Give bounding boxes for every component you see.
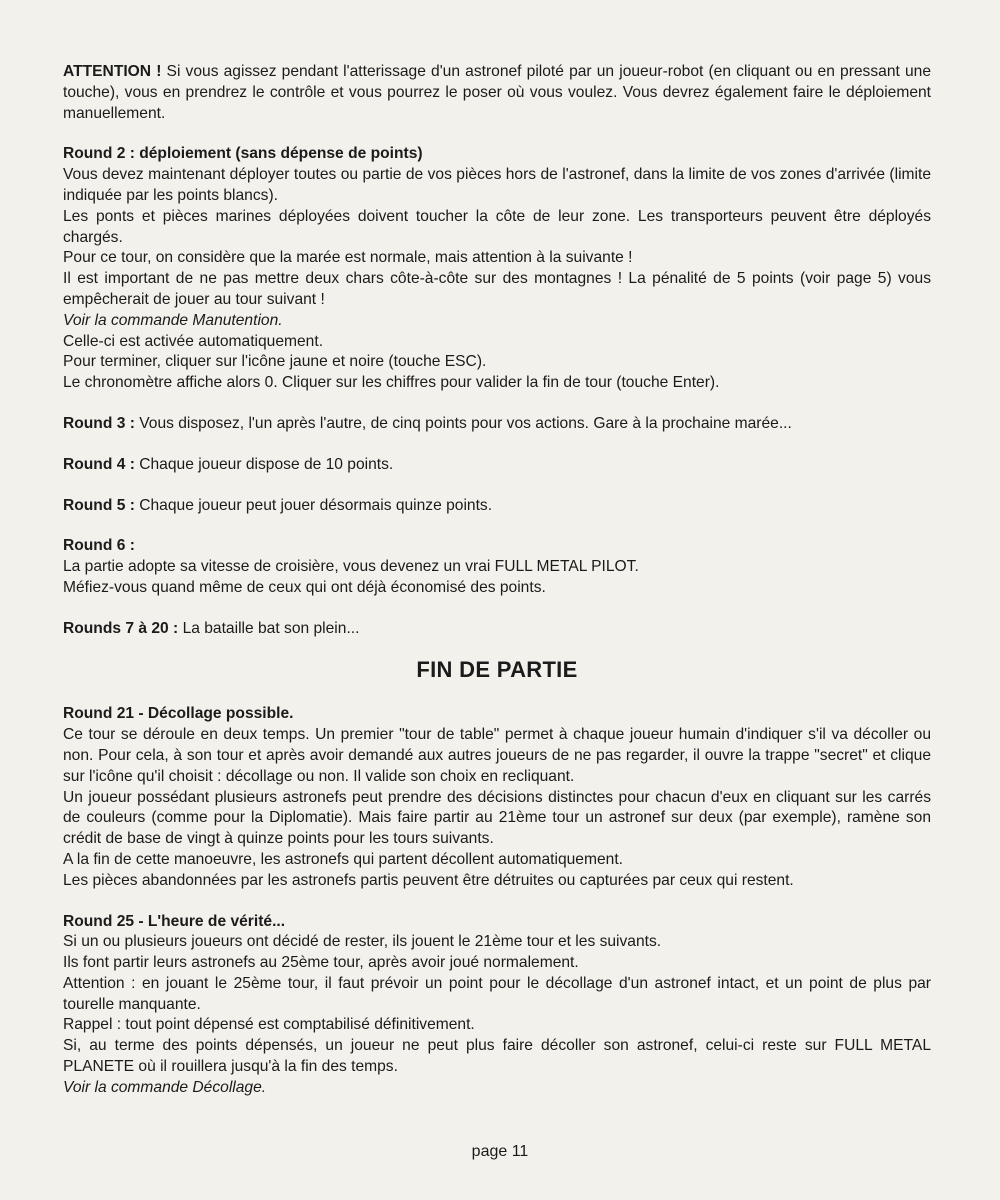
attention-text: Si vous agissez pendant l'atterissage d'un astronef piloté par un joueur-robot (en cliquant ou en pressant une touche), vous en prendrez le contrôle et vous pourrez le poser où vous voulez. Vous devrez également faire le déploiement manuellement. bbox=[63, 63, 931, 122]
round3-label: Round 3 : bbox=[63, 414, 135, 432]
round25-line: Si, au terme des points dépensés, un joueur ne peut plus faire décoller son astronef, celui-ci reste sur FULL METAL PLANETE où il rouillera jusqu'à la fin des temps. bbox=[63, 1037, 931, 1076]
round2-line: Le chronomètre affiche alors 0. Cliquer sur les chiffres pour valider la fin de tour (touche Enter). bbox=[63, 374, 720, 392]
rounds7-text: La bataille bat son plein... bbox=[178, 619, 360, 637]
round2-line: Celle-ci est activée automatiquement. bbox=[63, 332, 324, 350]
rounds7-label: Rounds 7 à 20 : bbox=[63, 619, 179, 637]
round2-title: Round 2 : déploiement (sans dépense de points) bbox=[63, 145, 423, 163]
attention-paragraph bbox=[63, 62, 931, 124]
round25-section bbox=[63, 912, 931, 1099]
round25-title: Round 25 - L'heure de vérité... bbox=[63, 912, 286, 930]
rounds7-paragraph bbox=[63, 619, 931, 640]
round21-line: Un joueur possédant plusieurs astronefs peut prendre des décisions distinctes pour chacun d'eux en cliquant sur les carrés de couleurs (comme pour la Diplomatie). Mais faire partir au 21ème tour un astronef sur deux (par exemple), ramène son crédit de base de vingt à quinze points pour les tours suivants. bbox=[63, 788, 931, 848]
round2-section bbox=[63, 144, 931, 394]
round25-line: Si un ou plusieurs joueurs ont décidé de rester, ils jouent le 21ème tour et les suivants. bbox=[63, 933, 662, 951]
round2-command-ref: Voir la commande Manutention. bbox=[63, 311, 283, 329]
round25-line: Attention : en jouant le 25ème tour, il faut prévoir un point pour le décollage d'un astronef intact, et un point de plus par tourelle manquante. bbox=[63, 974, 931, 1013]
round4-label: Round 4 : bbox=[63, 455, 135, 473]
round6-line: La partie adopte sa vitesse de croisière, vous devenez un vrai FULL METAL PILOT. bbox=[63, 558, 639, 576]
round25-line: Ils font partir leurs astronefs au 25ème tour, après avoir joué normalement. bbox=[63, 954, 579, 972]
document-page bbox=[63, 62, 931, 1119]
round5-paragraph bbox=[63, 496, 931, 517]
round25-line: Rappel : tout point dépensé est comptabilisé définitivement. bbox=[63, 1016, 475, 1034]
round4-paragraph bbox=[63, 455, 931, 476]
round6-label: Round 6 : bbox=[63, 537, 135, 555]
round6-section bbox=[63, 536, 931, 598]
round2-line: Les ponts et pièces marines déployées doivent toucher la côte de leur zone. Les transporteurs peuvent être déployés chargés. bbox=[63, 207, 931, 246]
round4-text: Chaque joueur dispose de 10 points. bbox=[134, 455, 394, 473]
round5-text: Chaque joueur peut jouer désormais quinze points. bbox=[134, 496, 493, 514]
round2-line: Pour ce tour, on considère que la marée est normale, mais attention à la suivante ! bbox=[63, 249, 633, 267]
page-number: page 11 bbox=[471, 1143, 529, 1160]
round5-label: Round 5 : bbox=[63, 496, 135, 514]
round3-paragraph bbox=[63, 414, 931, 435]
round2-line: Pour terminer, cliquer sur l'icône jaune et noire (touche ESC). bbox=[63, 353, 487, 371]
attention-label: ATTENTION ! bbox=[63, 63, 162, 80]
round6-line: Méfiez-vous quand même de ceux qui ont déjà économisé des points. bbox=[63, 578, 546, 596]
round21-section bbox=[63, 704, 931, 891]
round21-line: Les pièces abandonnées par les astronefs partis peuvent être détruites ou capturées par ceux qui restent. bbox=[63, 871, 794, 889]
round21-line: Ce tour se déroule en deux temps. Un premier "tour de table" permet à chaque joueur humain d'indiquer s'il va décoller ou non. Pour cela, à son tour et après avoir demandé aux autres joueurs de ne pas regarder, il ouvre la trappe "secret" et clique sur l'icône qu'il choisit : décollage ou non. Il valide son choix en recliquant. bbox=[63, 726, 931, 785]
round3-text: Vous disposez, l'un après l'autre, de cinq points pour vos actions. Gare à la prochaine marée... bbox=[134, 414, 792, 432]
round21-line: A la fin de cette manoeuvre, les astronefs qui partent décollent automatiquement. bbox=[63, 850, 623, 868]
round25-command-ref: Voir la commande Décollage. bbox=[63, 1078, 267, 1096]
section-title: FIN DE PARTIE bbox=[416, 656, 578, 682]
round21-title: Round 21 - Décollage possible. bbox=[63, 705, 294, 723]
round2-line: Il est important de ne pas mettre deux chars côte-à-côte sur des montagnes ! La pénalité de 5 points (voir page 5) vous empêcherait de jouer au tour suivant ! bbox=[63, 270, 931, 308]
round2-line: Vous devez maintenant déployer toutes ou partie de vos pièces hors de l'astronef, dans la limite de vos zones d'arrivée (limite indiquée par les points blancs). bbox=[63, 166, 931, 204]
